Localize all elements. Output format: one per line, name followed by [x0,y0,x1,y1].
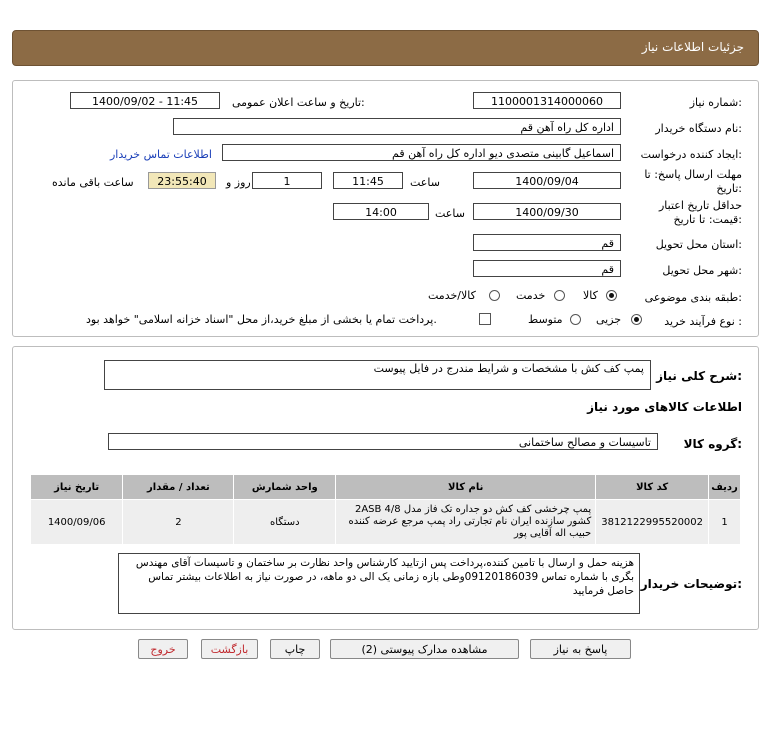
city-field: قم [473,260,621,277]
goods-group-field: تاسیسات و مصالح ساختمانی [108,433,658,450]
view-attachments-button[interactable]: مشاهده مدارک پیوستی (2) [330,639,519,659]
table-row [31,500,741,545]
goods-table-header [31,475,741,500]
col-row: ردیف [709,475,741,500]
remaining-time-field: 23:55:40 [148,172,216,189]
category-option-goods-service: کالا/خدمت [428,289,476,302]
validity-time-field: 14:00 [333,203,429,220]
exit-button[interactable]: خروج [138,639,188,659]
city-label: شهر محل تحویل: [662,264,742,277]
category-radio-goods[interactable] [606,290,617,301]
buyer-org-label: نام دستگاه خریدار: [655,122,742,135]
cell-goods-name: پمپ چرخشی کف کش دو جداره تک فاز مدل 2ASB 4/8 کشور سازنده ایران نام تجارتی راد پمپ مرجع عرضه کننده حبیب اله آقایی پور [336,500,596,545]
notes-label: توضیحات خریدار: [640,577,742,591]
buyer-org-field: اداره کل راه آهن قم [173,118,621,135]
cell-quantity: 2 [123,500,234,545]
category-option-service: خدمت [516,289,546,302]
reply-time-field: 11:45 [333,172,403,189]
notes-field: هزینه حمل و ارسال با تامین کننده،پرداخت پس ازتایید کارشناس واحد نظارت بر ساختمان و تاسیسات آقای مهندس بگری با شماره تماس 09120186039وطی بازه زمانی یک الی دو ماهه، در صورت نیاز به اطلاعات بیشتر تماس حاصل فرمایید [118,553,640,614]
category-label: طبقه بندی موضوعی: [644,291,742,304]
page-header [12,30,759,66]
reply-time-label: ساعت [410,176,440,189]
col-goods-code: کد کالا [596,475,709,500]
print-button[interactable]: چاپ [270,639,320,659]
validity-date-field: 1400/09/30 [473,203,621,220]
process-radio-minor[interactable] [631,314,642,325]
cell-row: 1 [709,500,741,545]
province-label: استان محل تحویل: [655,238,742,251]
col-goods-name: نام کالا [336,475,596,500]
summary-label: شرح کلی نیاز: [656,369,742,383]
reply-date-field: 1400/09/04 [473,172,621,189]
category-option-goods: کالا [583,289,598,302]
days-label: روز و [226,176,251,189]
reply-deadline-label: مهلت ارسال پاسخ: تا تاریخ: [644,168,742,195]
page-title: جزئیات اطلاعات نیاز [641,40,744,54]
remaining-time-label: ساعت باقی مانده [52,176,134,189]
validity-time-label: ساعت [435,207,465,220]
announce-label: تاریخ و ساعت اعلان عمومی: [232,96,365,109]
need-number-label: شماره نیاز: [689,96,742,109]
validity-label: حداقل تاریخ اعتبار قیمت: تا تاریخ: [658,199,742,226]
cell-unit: دستگاه [234,500,336,545]
goods-info-title: اطلاعات کالاهای مورد نیاز [587,400,742,414]
cell-goods-code: 3812122995520002 [596,500,709,545]
goods-table [30,474,741,545]
need-number-field: 1100001314000060 [473,92,621,109]
reply-button[interactable]: پاسخ به نیاز [530,639,631,659]
summary-field: پمپ کف کش با مشخصات و شرایط مندرج در فایل پیوست [104,360,651,390]
announce-field: 1400/09/02 - 11:45 [70,92,220,109]
treasury-payment-checkbox[interactable] [479,313,491,325]
back-button[interactable]: بازگشت [201,639,258,659]
buyer-contact-link[interactable]: اطلاعات تماس خریدار [110,148,212,161]
process-label: نوع فرآیند خرید : [664,315,742,328]
category-radio-service[interactable] [554,290,565,301]
treasury-payment-note: پرداخت تمام یا بخشی از مبلغ خرید،از محل "اسناد خزانه اسلامی" خواهد بود. [86,313,437,326]
province-field: قم [473,234,621,251]
process-option-medium: متوسط [528,313,563,326]
category-radio-goods-service[interactable] [489,290,500,301]
col-need-date: تاریخ نیاز [31,475,123,500]
process-radio-medium[interactable] [570,314,581,325]
days-field: 1 [252,172,322,189]
process-option-minor: جزیی [596,313,622,326]
cell-need-date: 1400/09/06 [31,500,123,545]
col-unit: واحد شمارش [234,475,336,500]
requester-field: اسماعیل گابینی متصدی دیو اداره کل راه آهن قم [222,144,621,161]
requester-label: ایجاد کننده درخواست: [640,148,742,161]
col-quantity: تعداد / مقدار [123,475,234,500]
goods-group-label: گروه کالا: [683,437,742,451]
